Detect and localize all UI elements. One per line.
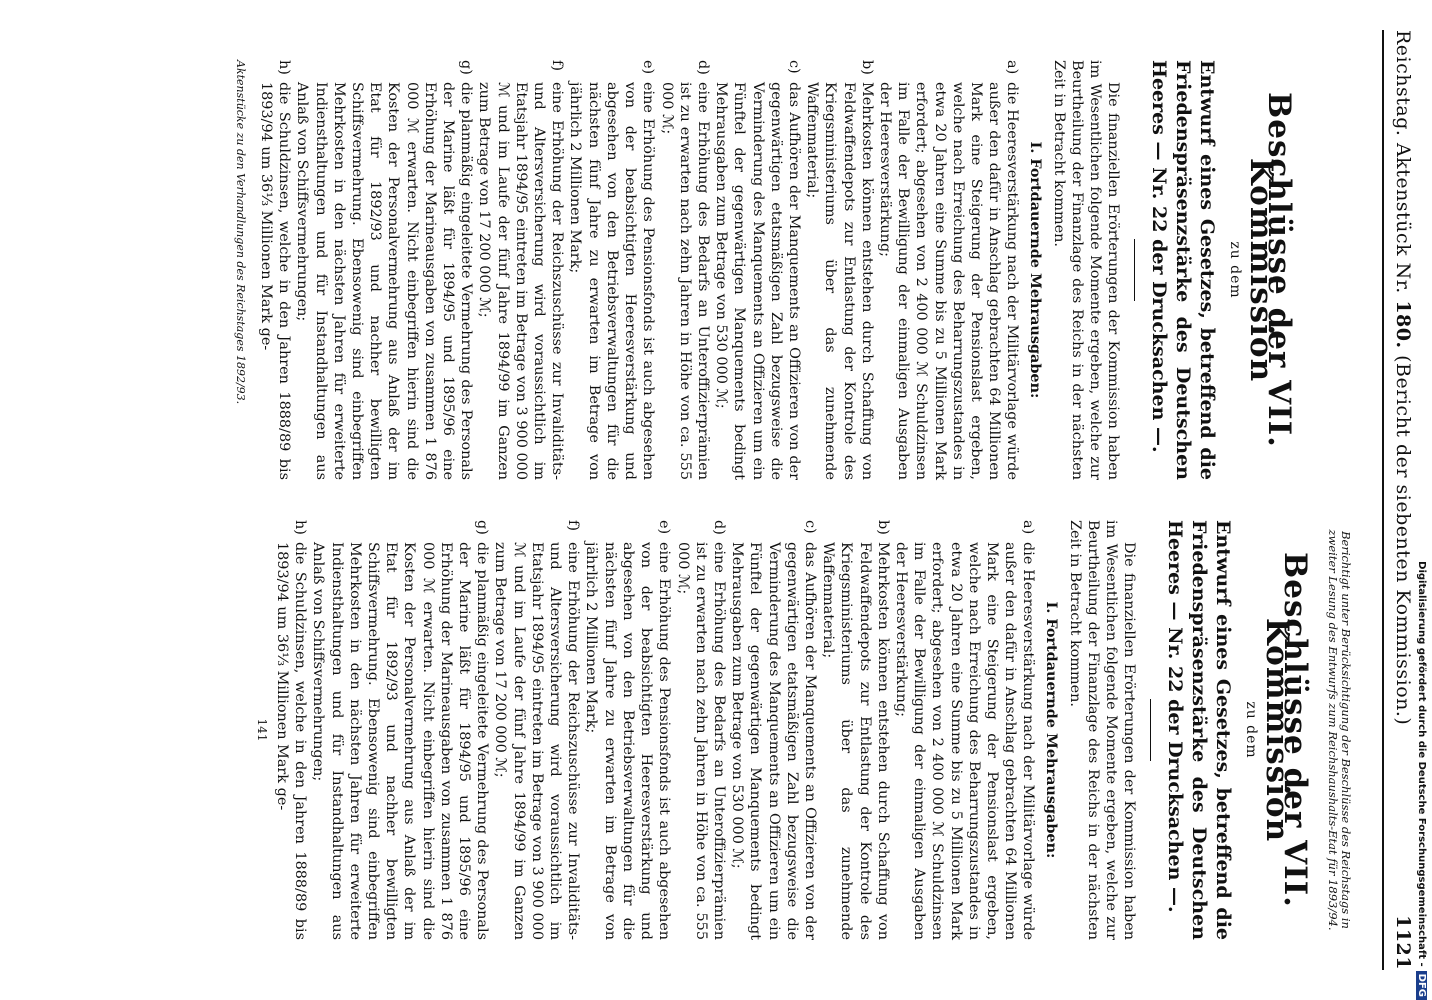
col1-item [712,60,803,480]
item-text: Mehrkosten können entstehen durch Schaffung von Feldwaffendepots zur Entlastung der Kontrole des Kriegsministeriums über das zunehmende Waffenmaterial; [820,542,891,940]
item-text: Mehrkosten können entstehen durch Schaffung von Feldwaffendepots zur Entlastung der Kontrole des Kriegsministeriums über das zunehmende Waffenmaterial; [804,82,875,480]
item-label: a) [1004,60,1021,75]
dfg-logo-badge: DFG [1416,971,1427,1000]
col1-zu: zu dem [1226,241,1243,299]
column-left [231,60,1352,480]
item-text: die Heeresverstärkung nach der Militärvorlage würde außer den dafür in Anschlag gebrachten 64 Millionen Mark eine Steigerung der Pensionslast ergeben, welche nach Erreichung des Beharrungszustandes in etwa 20 Jahren eine Summe bis zu 5 Millionen Mark erfordert; abgesehen von 2 400 000 ℳ Schuldzinsen im Falle der Bewilligung der einmaligen Ausgaben der Heeresverstärkung; [892,542,1037,940]
col1-title: Beschlüsse der VII. Kommission [1242,92,1297,448]
digitization-watermark [1412,500,1430,1000]
item-text: eine Erhöhung des Bedarfs an Unteroffizierprämien ist zu erwarten nach zehn Jahren in Höhe von ca. 555 000 ℳ; [658,82,711,480]
item-label: e) [640,60,657,75]
col2-subtitle: Entwurf eines Gesetzes, betreffend die Friedenspräsenzstärke des Deutschen Heeres — Nr. 22 der Drucksachen —. [1164,520,1235,940]
item-label: d) [710,520,727,535]
col1-footer: Aktenstücke zu den Verhandlungen des Reichstages 1892/93. [233,60,247,405]
item-text: eine Erhöhung der Reichszuschüsse zur Invaliditäts- und Altersversicherung wird voraussichtlich im Etatsjahr 1894/95 eintreten im Betrage von 3 900 000 ℳ und im Laufe der fünf Jahre 1894/99 im Ganzen zum Betrage von 17 200 000 ℳ; [492,542,582,940]
item-text: die Schuldzinsen, welche in den Jahren 1888/89 bis 1893/94 um 36⅓ Millionen Mark ge- [274,542,309,940]
header-prefix: Reichstag. Aktenstück Nr. [1392,30,1414,301]
item-label: h) [276,60,293,75]
item-text: das Aufhören der Manquements an Offizieren von der gegenwärtigen etatsmäßigen Zahl bezugsweise die Verminderung des Manquements an Offizieren um ein Fünftel der gegenwärtigen Manquements bedingt Mehrausgaben zum Betrage von 530 000 ℳ; [729,542,818,940]
col1-intro: Die finanziellen Erörterungen der Kommission haben im Wesentlichen folgende Momente ergeben, welche zur Beurtheilung der Finanzlage des Reichs in der nächsten Zeit in Betracht kommen. [1050,60,1122,480]
item-label: b) [858,60,875,75]
col2-item [892,520,1038,940]
col1-item [566,60,657,480]
col2-correction-note: Berichtigt unter Berücksichtigung der Beschlüsse des Reichstags in zweiter Lesung des Entwurfs zum Reichshaushalts-Etat für 1893/94. [1326,529,1353,931]
header-document-number: 180. [1392,300,1414,349]
col2-page-signature: 141 [254,718,269,742]
item-label: b) [874,520,891,535]
item-label: h) [292,520,309,535]
col1-item [803,60,876,480]
col2-title: Beschlüsse der VII. Kommission [1258,552,1313,908]
item-text: die Schuldzinsen, welche in den Jahren 1888/89 bis 1893/94 um 36⅓ Millionen Mark ge- [258,82,293,480]
column-right [253,520,1352,940]
col1-divider [1134,239,1135,301]
col2-intro: Die finanziellen Erörterungen der Kommission haben im Wesentlichen folgende Momente ergeben, welche zur Beurtheilung der Finanzlage des Reichs in der nächsten Zeit in Betracht kommen. [1066,520,1138,940]
header-suffix: (Bericht der siebenten Kommission.) [1392,348,1414,726]
watermark-text: Digitalisierung gefördert durch die Deutsche Forschungsgemeinschaft - [1416,561,1427,967]
item-text: die planmäßig eingeleitete Vermehrung des Personals der Marine läßt für 1894/95 und 1895/96 eine Erhöhung der Marineausgaben von zusammen 1 876 000 ℳ erwarten. Nicht einbegriffen hierin sind die Kosten der Personalvermehrung aus Anlaß der im Etat für 1892/93 und nachher bewilligten Schiffsvermehrung. Ebensowenig sind einbegriffen Mehrkosten in den nächsten Jahren für erweiterte Indiensthaltungen und für Instandhaltungen aus Anlaß von Schiffsvermehrungen; [310,542,491,940]
col1-section-heading: I. Fortdauernde Mehrausgaben: [1026,141,1044,399]
col1-item [293,60,475,480]
item-label: f) [549,60,566,71]
col2-item [728,520,819,940]
item-label: f) [565,520,582,531]
item-label: c) [785,60,802,74]
col1-item [257,60,293,480]
col2-zu: zu dem [1242,701,1259,759]
item-text: eine Erhöhung der Reichszuschüsse zur Invaliditäts- und Altersversicherung wird voraussichtlich im Etatsjahr 1894/95 eintreten im Betrage von 3 900 000 ℳ und im Laufe der fünf Jahre 1894/99 im Ganzen zum Betrage von 17 200 000 ℳ; [476,82,566,480]
col2-item [491,520,582,940]
item-label: e) [656,520,673,535]
item-text: eine Erhöhung des Bedarfs an Unteroffizierprämien ist zu erwarten nach zehn Jahren in Höhe von ca. 555 000 ℳ; [674,542,727,940]
col2-divider [1150,699,1151,761]
item-label: a) [1020,520,1037,535]
col1-item [876,60,1022,480]
header-page-number: 1121 [1392,915,1414,970]
col1-item [475,60,566,480]
item-label: g) [458,60,475,75]
col2-section-heading: I. Fortdauernde Mehrausgaben: [1042,601,1060,859]
col1-subtitle: Entwurf eines Gesetzes, betreffend die Friedenspräsenzstärke des Deutschen Heeres — Nr. 22 der Drucksachen —. [1148,60,1219,480]
item-text: das Aufhören der Manquements an Offizieren von der gegenwärtigen etatsmäßigen Zahl bezugsweise die Verminderung des Manquements an Offizieren um ein Fünftel der gegenwärtigen Manquements bedingt Mehrausgaben zum Betrage von 530 000 ℳ; [713,82,802,480]
col2-item [582,520,673,940]
item-text: eine Erhöhung des Pensionsfonds ist auch abgesehen von der beabsichtigten Heeresverstärkung und abgesehen von den Betriebsverwaltungen für die nächsten fünf Jahre zu erwarten im Betrage von jährlich 2 Millionen Mark; [567,82,657,480]
item-label: g) [474,520,491,535]
item-text: die planmäßig eingeleitete Vermehrung des Personals der Marine läßt für 1894/95 und 1895/96 eine Erhöhung der Marineausgaben von zusammen 1 876 000 ℳ erwarten. Nicht einbegriffen hierin sind die Kosten der Personalvermehrung aus Anlaß der im Etat für 1892/93 und nachher bewilligten Schiffsvermehrung. Ebensowenig sind einbegriffen Mehrkosten in den nächsten Jahren für erweiterte Indiensthaltungen und für Instandhaltungen aus Anlaß von Schiffsvermehrungen; [294,82,475,480]
item-text: eine Erhöhung des Pensionsfonds ist auch abgesehen von der beabsichtigten Heeresverstärkung und abgesehen von den Betriebsverwaltungen für die nächsten fünf Jahre zu erwarten im Betrage von jährlich 2 Millionen Mark; [583,542,673,940]
item-label: d) [694,60,711,75]
watermark-text-wrapper [1412,500,1430,1000]
running-header [1382,30,1414,970]
col2-item [819,520,892,940]
col1-item [657,60,712,480]
col2-item [309,520,491,940]
header-left [1392,30,1414,725]
col2-item [673,520,728,940]
item-label: c) [801,520,818,534]
item-text: die Heeresverstärkung nach der Militärvorlage würde außer den dafür in Anschlag gebrachten 64 Millionen Mark eine Steigerung der Pensionslast ergeben, welche nach Erreichung des Beharrungszustandes in etwa 20 Jahren eine Summe bis zu 5 Millionen Mark erfordert; abgesehen von 2 400 000 ℳ Schuldzinsen im Falle der Bewilligung der einmaligen Ausgaben der Heeresverstärkung; [876,82,1021,480]
col2-item [273,520,309,940]
